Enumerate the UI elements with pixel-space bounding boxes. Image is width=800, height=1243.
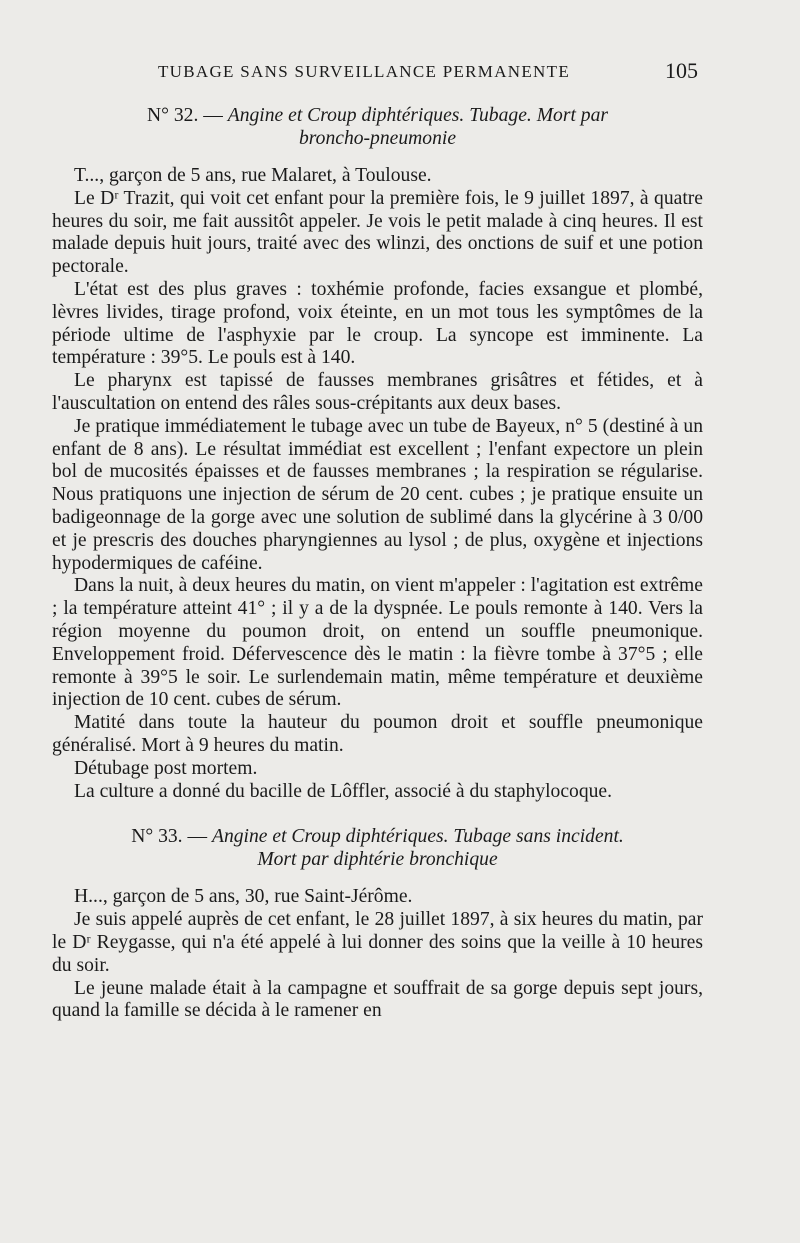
case-32-para-3: L'état est des plus graves : toxhémie profonde, facies exsangue et plombé, lèvres livides, tirage profond, voix éteinte, en un mot tous les symptômes de la période ultime de l'asphyxie par le croup. La syncope est imminente. La température : 39°5. Le pouls est à 140. <box>52 278 703 369</box>
case-33-para-2: Je suis appelé auprès de cet enfant, le 28 juillet 1897, à six heures du matin, par le Dʳ Reygasse, qui n'a été appelé à lui donner des soins que la veille à 10 heures du soir. <box>52 909 703 976</box>
page-number: 105 <box>665 58 698 83</box>
case-33-title <box>52 825 703 871</box>
page-body <box>52 104 703 1023</box>
case-32-para-2: Le Dʳ Trazit, qui voit cet enfant pour la première fois, le 9 juillet 1897, à quatre heures du soir, me fait aussitôt appeler. Je vois le petit malade à cinq heures. Il est malade depuis huit jours, traité avec des wlinzi, des onctions de suif et une potion pectorale. <box>52 187 703 278</box>
case-32-para-6: Dans la nuit, à deux heures du matin, on vient m'appeler : l'agitation est extrême ; la température atteint 41° ; il y a de la dyspnée. Le pouls remonte à 140. Vers la région moyenne du poumon droit, on entend un souffle pneumonique. Enveloppement froid. Défervescence dès le matin : la fièvre tombe à 37°5 ; elle remonte à 39°5 le soir. Le surlendemain matin, même température et deuxième injection de 10 cent. cubes de sérum. <box>52 575 703 711</box>
case-33-para-1: H..., garçon de 5 ans, 30, rue Saint-Jérôme. <box>74 886 413 908</box>
case-32-para-5: Je pratique immédiatement le tubage avec un tube de Bayeux, n° 5 (destiné à un enfant de 8 ans). Le résultat immédiat est excellent ; l'enfant expectore un plein bol de mucosités épaisses et de fausses membranes ; la respiration se régularise. Nous pratiquons une injection de sérum de 20 cent. cubes ; je pratique ensuite un badigeonnage de la gorge avec une solution de sublimé dans la glycérine à 3 0/00 et je prescris des douches pharyngiennes au lysol ; de plus, oxygène et injections hypodermiques de caféine. <box>52 415 703 574</box>
case-32-para-9: La culture a donné du bacille de Lôffler, associé à du staphylocoque. <box>74 780 613 802</box>
case-32-para-1: T..., garçon de 5 ans, rue Malaret, à Toulouse. <box>74 165 432 186</box>
case-32-number: N° 32. — <box>146 105 228 126</box>
case-32-title-line2: broncho-pneumonie <box>298 128 457 149</box>
case-33-number: N° 33. — <box>131 826 212 848</box>
case-32-para-7: Matité dans toute la hauteur du poumon droit et souffle pneumonique généralisé. Mort à 9 heures du matin. <box>52 712 703 756</box>
case-32-para-4: Le pharynx est tapissé de fausses membranes grisâtres et fétides, et à l'auscultation on entend des râles sous-crépitants aux deux bases. <box>52 370 703 414</box>
case-33-title-line1: Angine et Croup diphtériques. Tubage sans incident. <box>211 826 624 848</box>
case-32-title-line1: Angine et Croup diphtériques. Tubage. Mort par <box>227 105 609 126</box>
running-title: TUBAGE SANS SURVEILLANCE PERMANENTE <box>158 62 571 81</box>
case-32-para-8: Détubage post mortem. <box>74 757 258 779</box>
case-33-para-3: Le jeune malade était à la campagne et souffrait de sa gorge depuis sept jours, quand la famille se décida à le ramener en <box>52 977 703 1022</box>
case-33-title-line2: Mort par diphtérie bronchique <box>257 849 498 871</box>
page-header <box>158 58 698 88</box>
case-32-title <box>52 104 703 150</box>
